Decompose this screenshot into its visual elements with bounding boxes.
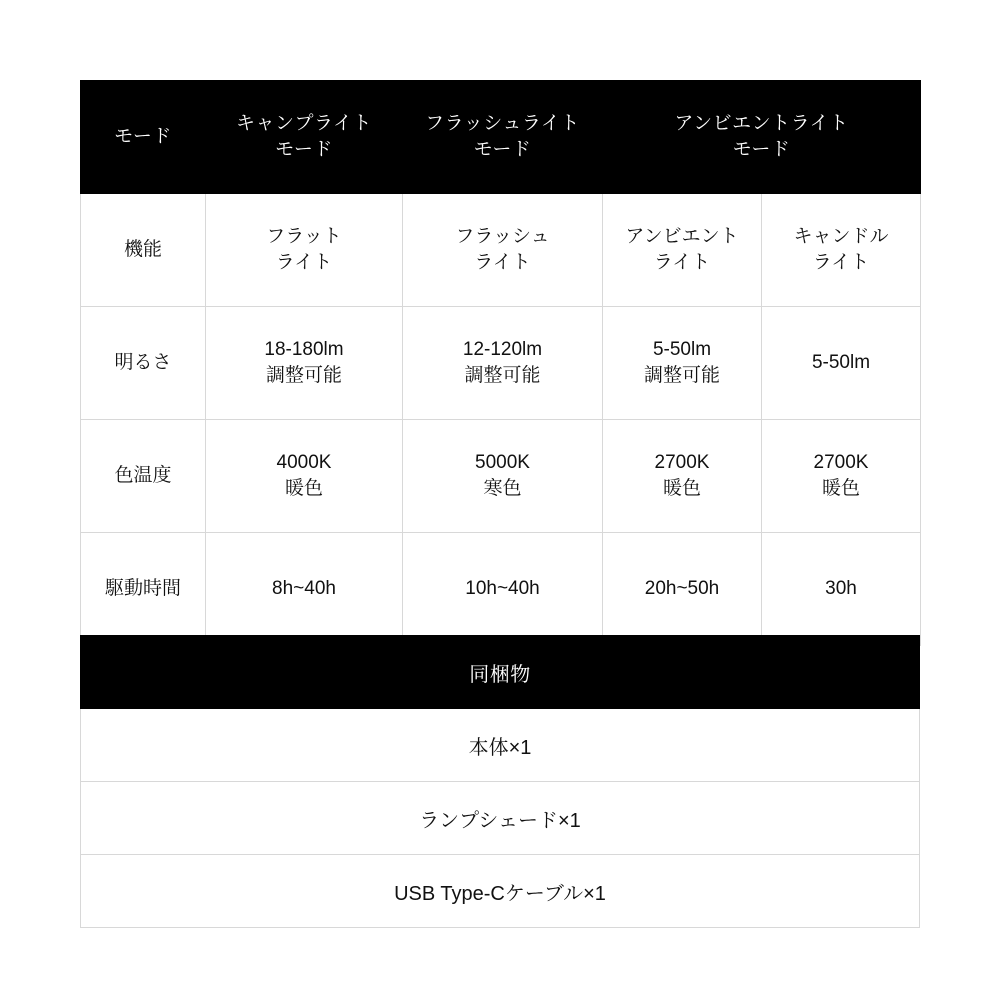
cell-line: 12-120lm bbox=[462, 339, 543, 361]
spec-cell-brightness-candle bbox=[762, 307, 921, 420]
cell-line: フラット bbox=[266, 226, 342, 248]
cell-line: 5-50lm bbox=[811, 352, 871, 374]
cell-line: 10h~40h bbox=[465, 578, 540, 600]
cell-line: フラッシュ bbox=[455, 226, 550, 248]
spec-table-header bbox=[81, 81, 921, 194]
package-table-body bbox=[81, 709, 920, 928]
spec-cell-runtime-camp bbox=[206, 533, 403, 646]
package-header-row bbox=[81, 636, 920, 709]
spec-cell-function-camp bbox=[206, 194, 403, 307]
spec-header-camp-light bbox=[206, 81, 403, 194]
cell-line: ライト bbox=[474, 252, 531, 273]
spec-header-flashlight-line2: モード bbox=[473, 139, 532, 160]
cell-line: 調整可能 bbox=[464, 365, 541, 386]
spec-header-mode: モード bbox=[81, 81, 206, 194]
spec-cell-brightness-ambient bbox=[603, 307, 762, 420]
table-row bbox=[81, 420, 921, 533]
spec-header-ambient-light-line1: アンビエントライト bbox=[674, 113, 849, 135]
cell-line: ライト bbox=[653, 252, 711, 273]
table-row bbox=[81, 307, 921, 420]
spec-cell-function-candle bbox=[762, 194, 921, 307]
spec-header-row bbox=[81, 81, 921, 194]
cell-line: 暖色 bbox=[284, 478, 323, 499]
table-row bbox=[81, 194, 921, 307]
spec-row-label-runtime: 駆動時間 bbox=[81, 533, 206, 646]
spec-row-label-function: 機能 bbox=[81, 194, 206, 307]
cell-line: ライト bbox=[275, 252, 333, 273]
package-item-lampshade: ランプシェード×1 bbox=[81, 782, 920, 855]
cell-line: 2700K bbox=[654, 452, 710, 474]
cell-line: 30h bbox=[825, 578, 857, 600]
table-row bbox=[81, 709, 920, 782]
cell-line: 暖色 bbox=[822, 478, 861, 499]
spec-cell-runtime-ambient bbox=[603, 533, 762, 646]
spec-cell-runtime-candle bbox=[762, 533, 921, 646]
cell-line: 8h~40h bbox=[272, 578, 336, 600]
spec-cell-color-temp-flash bbox=[403, 420, 603, 533]
cell-line: 18-180lm bbox=[264, 339, 344, 361]
table-row bbox=[81, 782, 920, 855]
spec-cell-color-temp-ambient bbox=[603, 420, 762, 533]
cell-line: 暖色 bbox=[662, 478, 701, 499]
spec-cell-function-flash bbox=[403, 194, 603, 307]
spec-cell-brightness-flash bbox=[403, 307, 603, 420]
spec-table-body bbox=[81, 194, 921, 646]
table-row bbox=[81, 533, 921, 646]
mode-spec-table bbox=[80, 80, 921, 646]
package-header-label: 同梱物 bbox=[81, 636, 920, 709]
spec-header-ambient-light-line2: モード bbox=[732, 139, 791, 160]
cell-line: 4000K bbox=[276, 452, 332, 474]
spec-cell-function-ambient bbox=[603, 194, 762, 307]
cell-line: 20h~50h bbox=[644, 578, 720, 600]
package-table-header bbox=[81, 636, 920, 709]
package-contents-table bbox=[80, 635, 920, 928]
cell-line: キャンドル bbox=[793, 226, 889, 248]
spec-header-camp-light-line1: キャンプライト bbox=[236, 113, 372, 135]
cell-line: 調整可能 bbox=[643, 365, 720, 386]
cell-line: 5-50lm bbox=[652, 339, 712, 361]
spec-header-camp-light-line2: モード bbox=[275, 139, 333, 160]
spec-header-flashlight bbox=[403, 81, 603, 194]
spec-cell-color-temp-candle bbox=[762, 420, 921, 533]
cell-line: 5000K bbox=[475, 452, 530, 474]
cell-line: ライト bbox=[812, 252, 870, 273]
cell-line: 寒色 bbox=[483, 478, 522, 499]
spec-header-ambient-light bbox=[603, 81, 921, 194]
spec-cell-runtime-flash bbox=[403, 533, 603, 646]
package-item-body: 本体×1 bbox=[81, 709, 920, 782]
cell-line: 調整可能 bbox=[265, 365, 342, 386]
package-item-usb-cable: USB Type-Cケーブル×1 bbox=[81, 855, 920, 928]
spec-row-label-brightness: 明るさ bbox=[81, 307, 206, 420]
cell-line: アンビエント bbox=[625, 226, 739, 248]
spec-cell-brightness-camp bbox=[206, 307, 403, 420]
cell-line: 2700K bbox=[813, 452, 869, 474]
spec-row-label-color-temp: 色温度 bbox=[81, 420, 206, 533]
table-row bbox=[81, 855, 920, 928]
spec-cell-color-temp-camp bbox=[206, 420, 403, 533]
spec-header-flashlight-line1: フラッシュライト bbox=[425, 113, 580, 135]
